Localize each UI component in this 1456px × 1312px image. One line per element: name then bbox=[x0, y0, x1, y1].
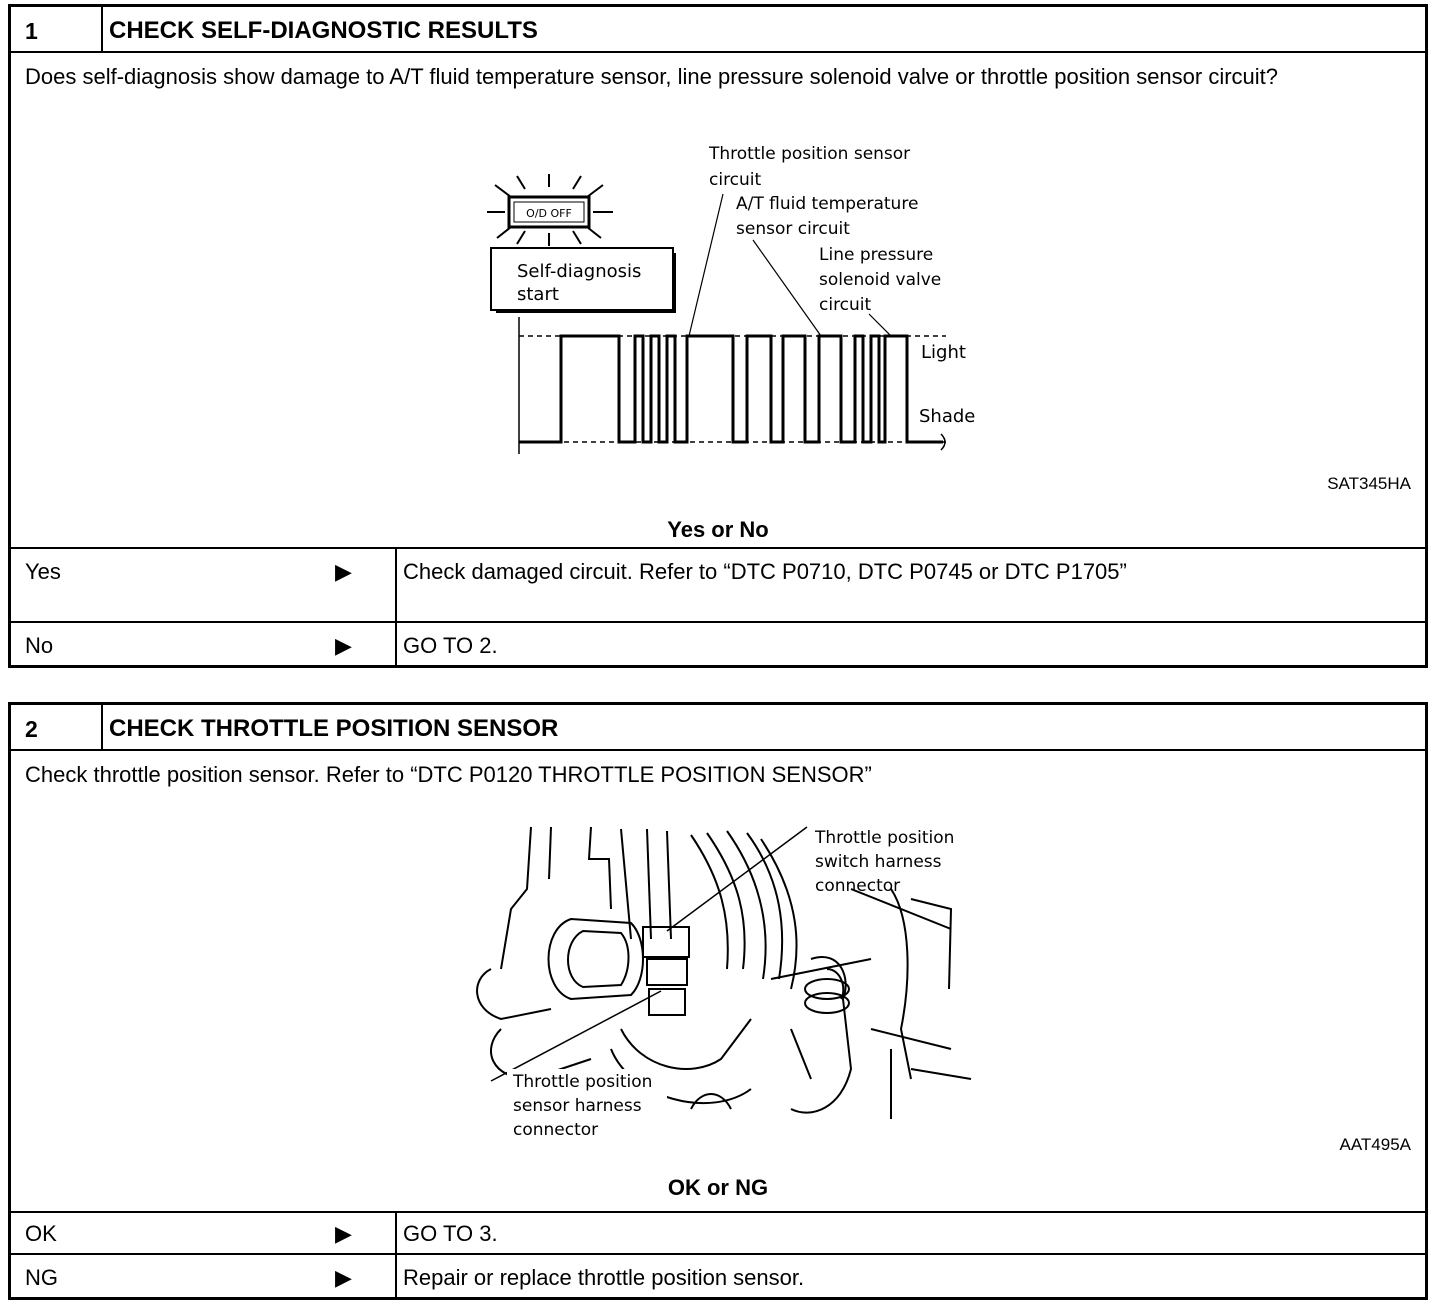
result-label: NG bbox=[25, 1265, 58, 1290]
step-1-header bbox=[11, 7, 1425, 53]
step-2-header bbox=[11, 705, 1425, 751]
result-action: Repair or replace throttle position sensor. bbox=[403, 1265, 805, 1290]
result-row-ng bbox=[11, 1253, 1425, 1299]
callout-fluid-line1: A/T fluid temperature bbox=[736, 194, 919, 214]
diagnostic-waveform bbox=[519, 336, 943, 442]
figure-code: AAT495A bbox=[1339, 1135, 1411, 1154]
result-action: GO TO 3. bbox=[403, 1221, 498, 1246]
callout-sensor-line1: Throttle position bbox=[513, 1072, 653, 1092]
callout-switch-line3: connector bbox=[815, 876, 901, 896]
result-label: No bbox=[25, 633, 54, 658]
callout-line-line1: Line pressure bbox=[819, 245, 934, 265]
level-light-label: Light bbox=[921, 342, 966, 363]
result-action: GO TO 2. bbox=[403, 633, 498, 658]
callout-tps-line1: Throttle position sensor bbox=[709, 144, 911, 164]
result-row-yes bbox=[11, 547, 1425, 621]
result-arrow-icon: ▶ bbox=[335, 1265, 352, 1290]
step-question: Check throttle position sensor. Refer to “DTC P0120 THROTTLE POSITION SENSOR” bbox=[25, 762, 872, 787]
callout-sensor-line2: sensor harness bbox=[513, 1096, 642, 1116]
throttle-position-sensor-figure bbox=[471, 819, 991, 1149]
step-number: 2 bbox=[11, 705, 103, 749]
step-2-panel bbox=[8, 702, 1428, 1300]
result-arrow-icon: ▶ bbox=[335, 559, 352, 584]
callout-switch-line2: switch harness bbox=[815, 852, 942, 872]
result-arrow-icon: ▶ bbox=[335, 1221, 352, 1246]
self-diagnosis-waveform-figure bbox=[471, 132, 991, 462]
callout-switch-line1: Throttle position bbox=[815, 828, 955, 848]
step-number: 1 bbox=[11, 7, 103, 51]
callout-tps-line2: circuit bbox=[709, 170, 762, 190]
result-label: Yes bbox=[25, 559, 61, 584]
callout-fluid-line2: sensor circuit bbox=[736, 219, 850, 239]
verdict-heading: Yes or No bbox=[667, 517, 769, 542]
result-row-ok bbox=[11, 1211, 1425, 1253]
level-shade-label: Shade bbox=[919, 406, 976, 427]
result-row-no bbox=[11, 621, 1425, 667]
result-action: Check damaged circuit. Refer to “DTC P0710, DTC P0745 or DTC P1705” bbox=[403, 559, 1127, 584]
start-box-line1: Self-diagnosis bbox=[517, 261, 642, 282]
result-arrow-icon: ▶ bbox=[335, 633, 352, 658]
verdict-heading: OK or NG bbox=[667, 1175, 769, 1200]
start-box-line2: start bbox=[517, 284, 559, 305]
step-question: Does self-diagnosis show damage to A/T fluid temperature sensor, line pressure solenoid valve or throttle position sensor circuit? bbox=[25, 64, 1279, 89]
callout-line-line2: solenoid valve bbox=[819, 270, 942, 290]
step-1-panel bbox=[8, 4, 1428, 668]
step-title: CHECK SELF-DIAGNOSTIC RESULTS bbox=[109, 17, 538, 44]
result-label: OK bbox=[25, 1221, 57, 1246]
step-title: CHECK THROTTLE POSITION SENSOR bbox=[109, 715, 559, 742]
callout-line-line3: circuit bbox=[819, 295, 872, 315]
figure-code: SAT345HA bbox=[1327, 474, 1411, 493]
callout-sensor-line3: connector bbox=[513, 1120, 599, 1140]
od-off-indicator-label: O/D OFF bbox=[526, 207, 572, 220]
